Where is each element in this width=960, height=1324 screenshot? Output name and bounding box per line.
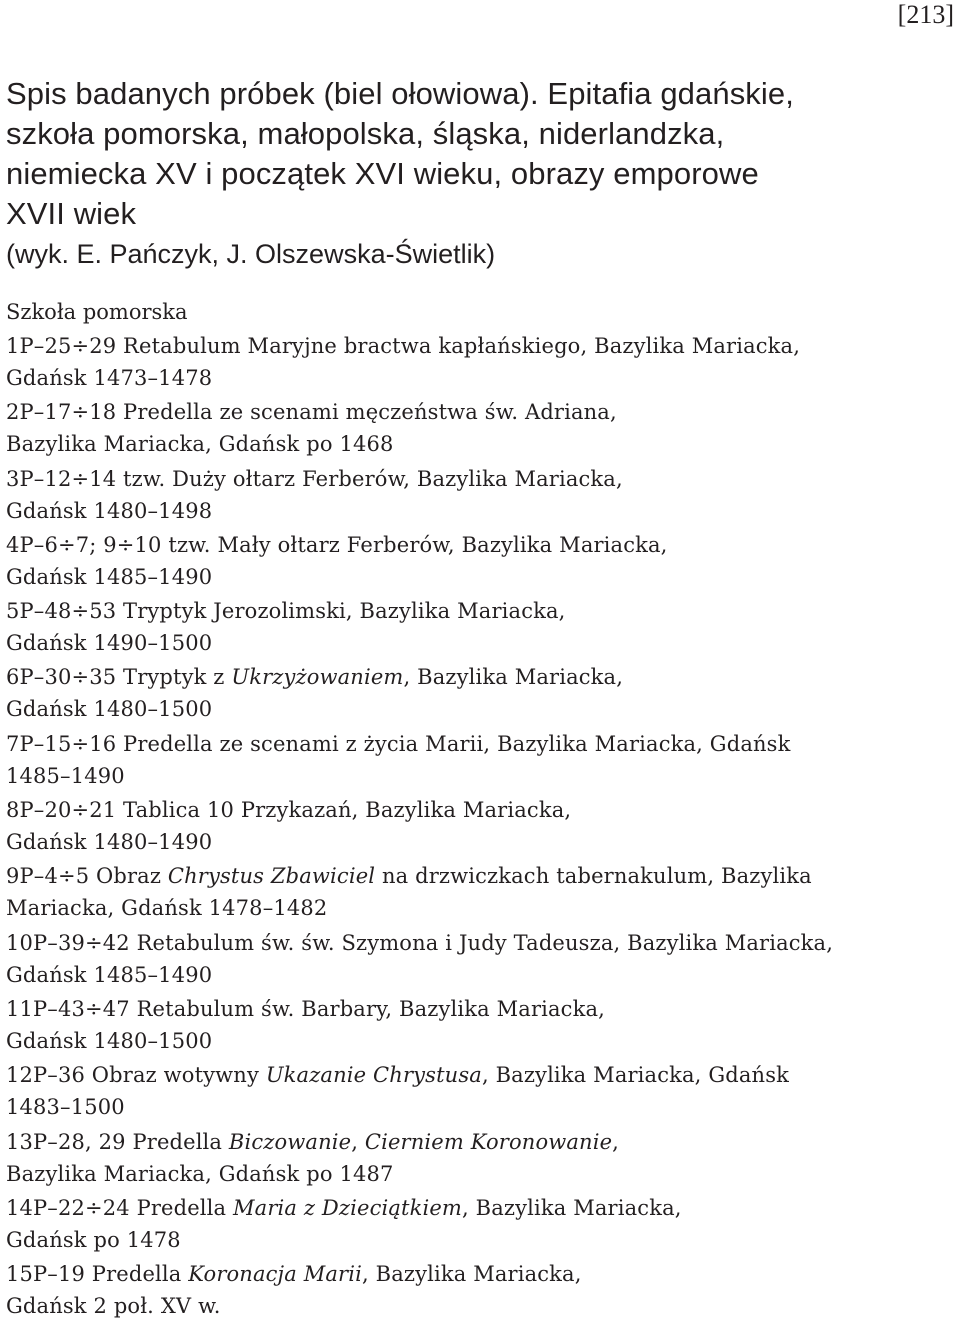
entry-line xyxy=(6,529,946,561)
entry-text: Gdańsk po 1478 xyxy=(6,1227,181,1252)
entry-text: 1P–25÷29 Retabulum Maryjne bractwa kapłańskiego, Bazylika Mariacka, xyxy=(6,334,801,358)
entry-line xyxy=(6,396,946,428)
entry-title-italic: Ukrzyżowaniem xyxy=(231,665,404,690)
sample-entry xyxy=(6,463,946,527)
page-title xyxy=(6,74,926,234)
entry-line xyxy=(6,330,946,362)
entry-text: Gdańsk 1480–1500 xyxy=(6,1028,213,1053)
sample-entry xyxy=(6,1192,946,1256)
section-heading: Szkoła pomorska xyxy=(6,300,188,324)
entry-line xyxy=(6,1224,946,1256)
entry-line xyxy=(6,794,946,826)
sample-entry xyxy=(6,794,946,858)
entry-text: , Bazylika Mariacka, xyxy=(361,1262,582,1287)
entry-line xyxy=(6,1258,946,1290)
entry-title-italic: Cierniem Koronowanie xyxy=(364,1129,613,1154)
entry-text: , Bazylika Mariacka, xyxy=(462,1195,682,1220)
authors-subtitle: (wyk. E. Pańczyk, J. Olszewska-Świetlik) xyxy=(6,239,496,269)
entry-text: 10P–39÷42 Retabulum św. św. Szymona i Judy Tadeusza, Bazylika Mariacka, xyxy=(6,930,834,955)
entry-text: 3P–12÷14 tzw. Duży ołtarz Ferberów, Bazylika Mariacka, xyxy=(6,466,623,491)
entry-line xyxy=(6,728,946,760)
sample-entry xyxy=(6,330,946,394)
sample-entry xyxy=(6,993,946,1057)
entry-title-italic: Maria z Dzieciątkiem xyxy=(233,1195,462,1220)
sample-entry xyxy=(6,595,946,659)
page-number: [213] xyxy=(897,0,954,29)
sample-entry xyxy=(6,1059,946,1123)
entry-line xyxy=(6,362,946,394)
entry-text: 2P–17÷18 Predella ze scenami męczeństwa św. Adriana, xyxy=(6,400,617,425)
title-line: XVII wiek xyxy=(6,196,137,231)
entry-text: , xyxy=(351,1129,365,1154)
entry-title-italic: Koronacja Marii xyxy=(188,1262,362,1287)
entry-line xyxy=(6,1126,946,1158)
entry-line xyxy=(6,860,946,892)
entry-text: Gdańsk 1490–1500 xyxy=(6,631,213,656)
entry-text: 4P–6÷7; 9÷10 tzw. Mały ołtarz Ferberów, Bazylika Mariacka, xyxy=(6,532,668,557)
title-line: niemiecka XV i początek XVI wieku, obrazy emporowe xyxy=(6,156,759,191)
entry-text: Gdańsk 1473–1478 xyxy=(6,366,213,390)
entry-line xyxy=(6,561,946,593)
sample-entry xyxy=(6,860,946,924)
sample-entry xyxy=(6,1126,946,1190)
sample-entry xyxy=(6,728,946,792)
entry-text: 7P–15÷16 Predella ze scenami z życia Marii, Bazylika Mariacka, Gdańsk xyxy=(6,731,791,756)
entry-text: , Bazylika Mariacka, Gdańsk xyxy=(481,1063,789,1088)
entry-text: 1483–1500 xyxy=(6,1095,125,1120)
entry-text: 13P–28, 29 Predella xyxy=(6,1129,229,1154)
entry-line xyxy=(6,760,946,792)
entry-line xyxy=(6,892,946,924)
entry-line xyxy=(6,595,946,627)
entry-line xyxy=(6,1059,946,1091)
entry-line xyxy=(6,661,946,693)
entry-text: Gdańsk 2 poł. XV w. xyxy=(6,1294,221,1319)
entry-text: , Bazylika Mariacka, xyxy=(403,665,624,690)
entry-title-italic: Chrystus Zbawiciel xyxy=(167,864,376,889)
entry-text: 9P–4÷5 Obraz xyxy=(6,864,168,889)
entry-line xyxy=(6,627,946,659)
entry-line xyxy=(6,1158,946,1190)
entry-text: 8P–20÷21 Tablica 10 Przykazań, Bazylika Mariacka, xyxy=(6,798,572,823)
entry-text: 6P–30÷35 Tryptyk z xyxy=(6,665,232,690)
sample-entry xyxy=(6,396,946,460)
sample-entry xyxy=(6,529,946,593)
entry-text: Gdańsk 1485–1490 xyxy=(6,962,213,987)
entry-line xyxy=(6,1290,946,1322)
entry-text: na drzwiczkach tabernakulum, Bazylika xyxy=(375,864,812,889)
entry-title-italic: Ukazanie Chrystusa xyxy=(265,1063,482,1088)
sample-list-section xyxy=(6,296,946,1324)
sample-entry xyxy=(6,661,946,725)
sample-entry xyxy=(6,1258,946,1322)
entry-text: 15P–19 Predella xyxy=(6,1262,189,1287)
sample-list xyxy=(6,330,946,1322)
entry-line xyxy=(6,1192,946,1224)
entry-title-italic: Biczowanie xyxy=(228,1129,352,1154)
entry-text: Gdańsk 1485–1490 xyxy=(6,564,213,589)
entry-text: 5P–48÷53 Tryptyk Jerozolimski, Bazylika Mariacka, xyxy=(6,599,566,624)
entry-text: Gdańsk 1480–1498 xyxy=(6,498,213,523)
entry-line xyxy=(6,693,946,725)
title-line: Spis badanych próbek (biel ołowiowa). Epitafia gdańskie, xyxy=(6,76,794,111)
entry-text: 1485–1490 xyxy=(6,763,125,788)
entry-line xyxy=(6,495,946,527)
entry-line xyxy=(6,463,946,495)
entry-text: Gdańsk 1480–1490 xyxy=(6,830,213,855)
title-block xyxy=(6,74,926,274)
entry-line xyxy=(6,993,946,1025)
sample-entry xyxy=(6,927,946,991)
entry-text: Gdańsk 1480–1500 xyxy=(6,697,213,722)
title-line: szkoła pomorska, małopolska, śląska, niderlandzka, xyxy=(6,116,725,151)
entry-text: 14P–22÷24 Predella xyxy=(6,1195,234,1220)
entry-text: Mariacka, Gdańsk 1478–1482 xyxy=(6,896,328,921)
entry-text: 11P–43÷47 Retabulum św. Barbary, Bazylika Mariacka, xyxy=(6,996,605,1021)
entry-line xyxy=(6,927,946,959)
entry-text: 12P–36 Obraz wotywny xyxy=(6,1063,266,1088)
entry-line xyxy=(6,428,946,460)
entry-line xyxy=(6,959,946,991)
entry-text: Bazylika Mariacka, Gdańsk po 1468 xyxy=(6,432,394,457)
entry-line xyxy=(6,1091,946,1123)
entry-line xyxy=(6,1025,946,1057)
entry-line xyxy=(6,826,946,858)
entry-text: , xyxy=(612,1129,619,1154)
entry-text: Bazylika Mariacka, Gdańsk po 1487 xyxy=(6,1161,394,1186)
